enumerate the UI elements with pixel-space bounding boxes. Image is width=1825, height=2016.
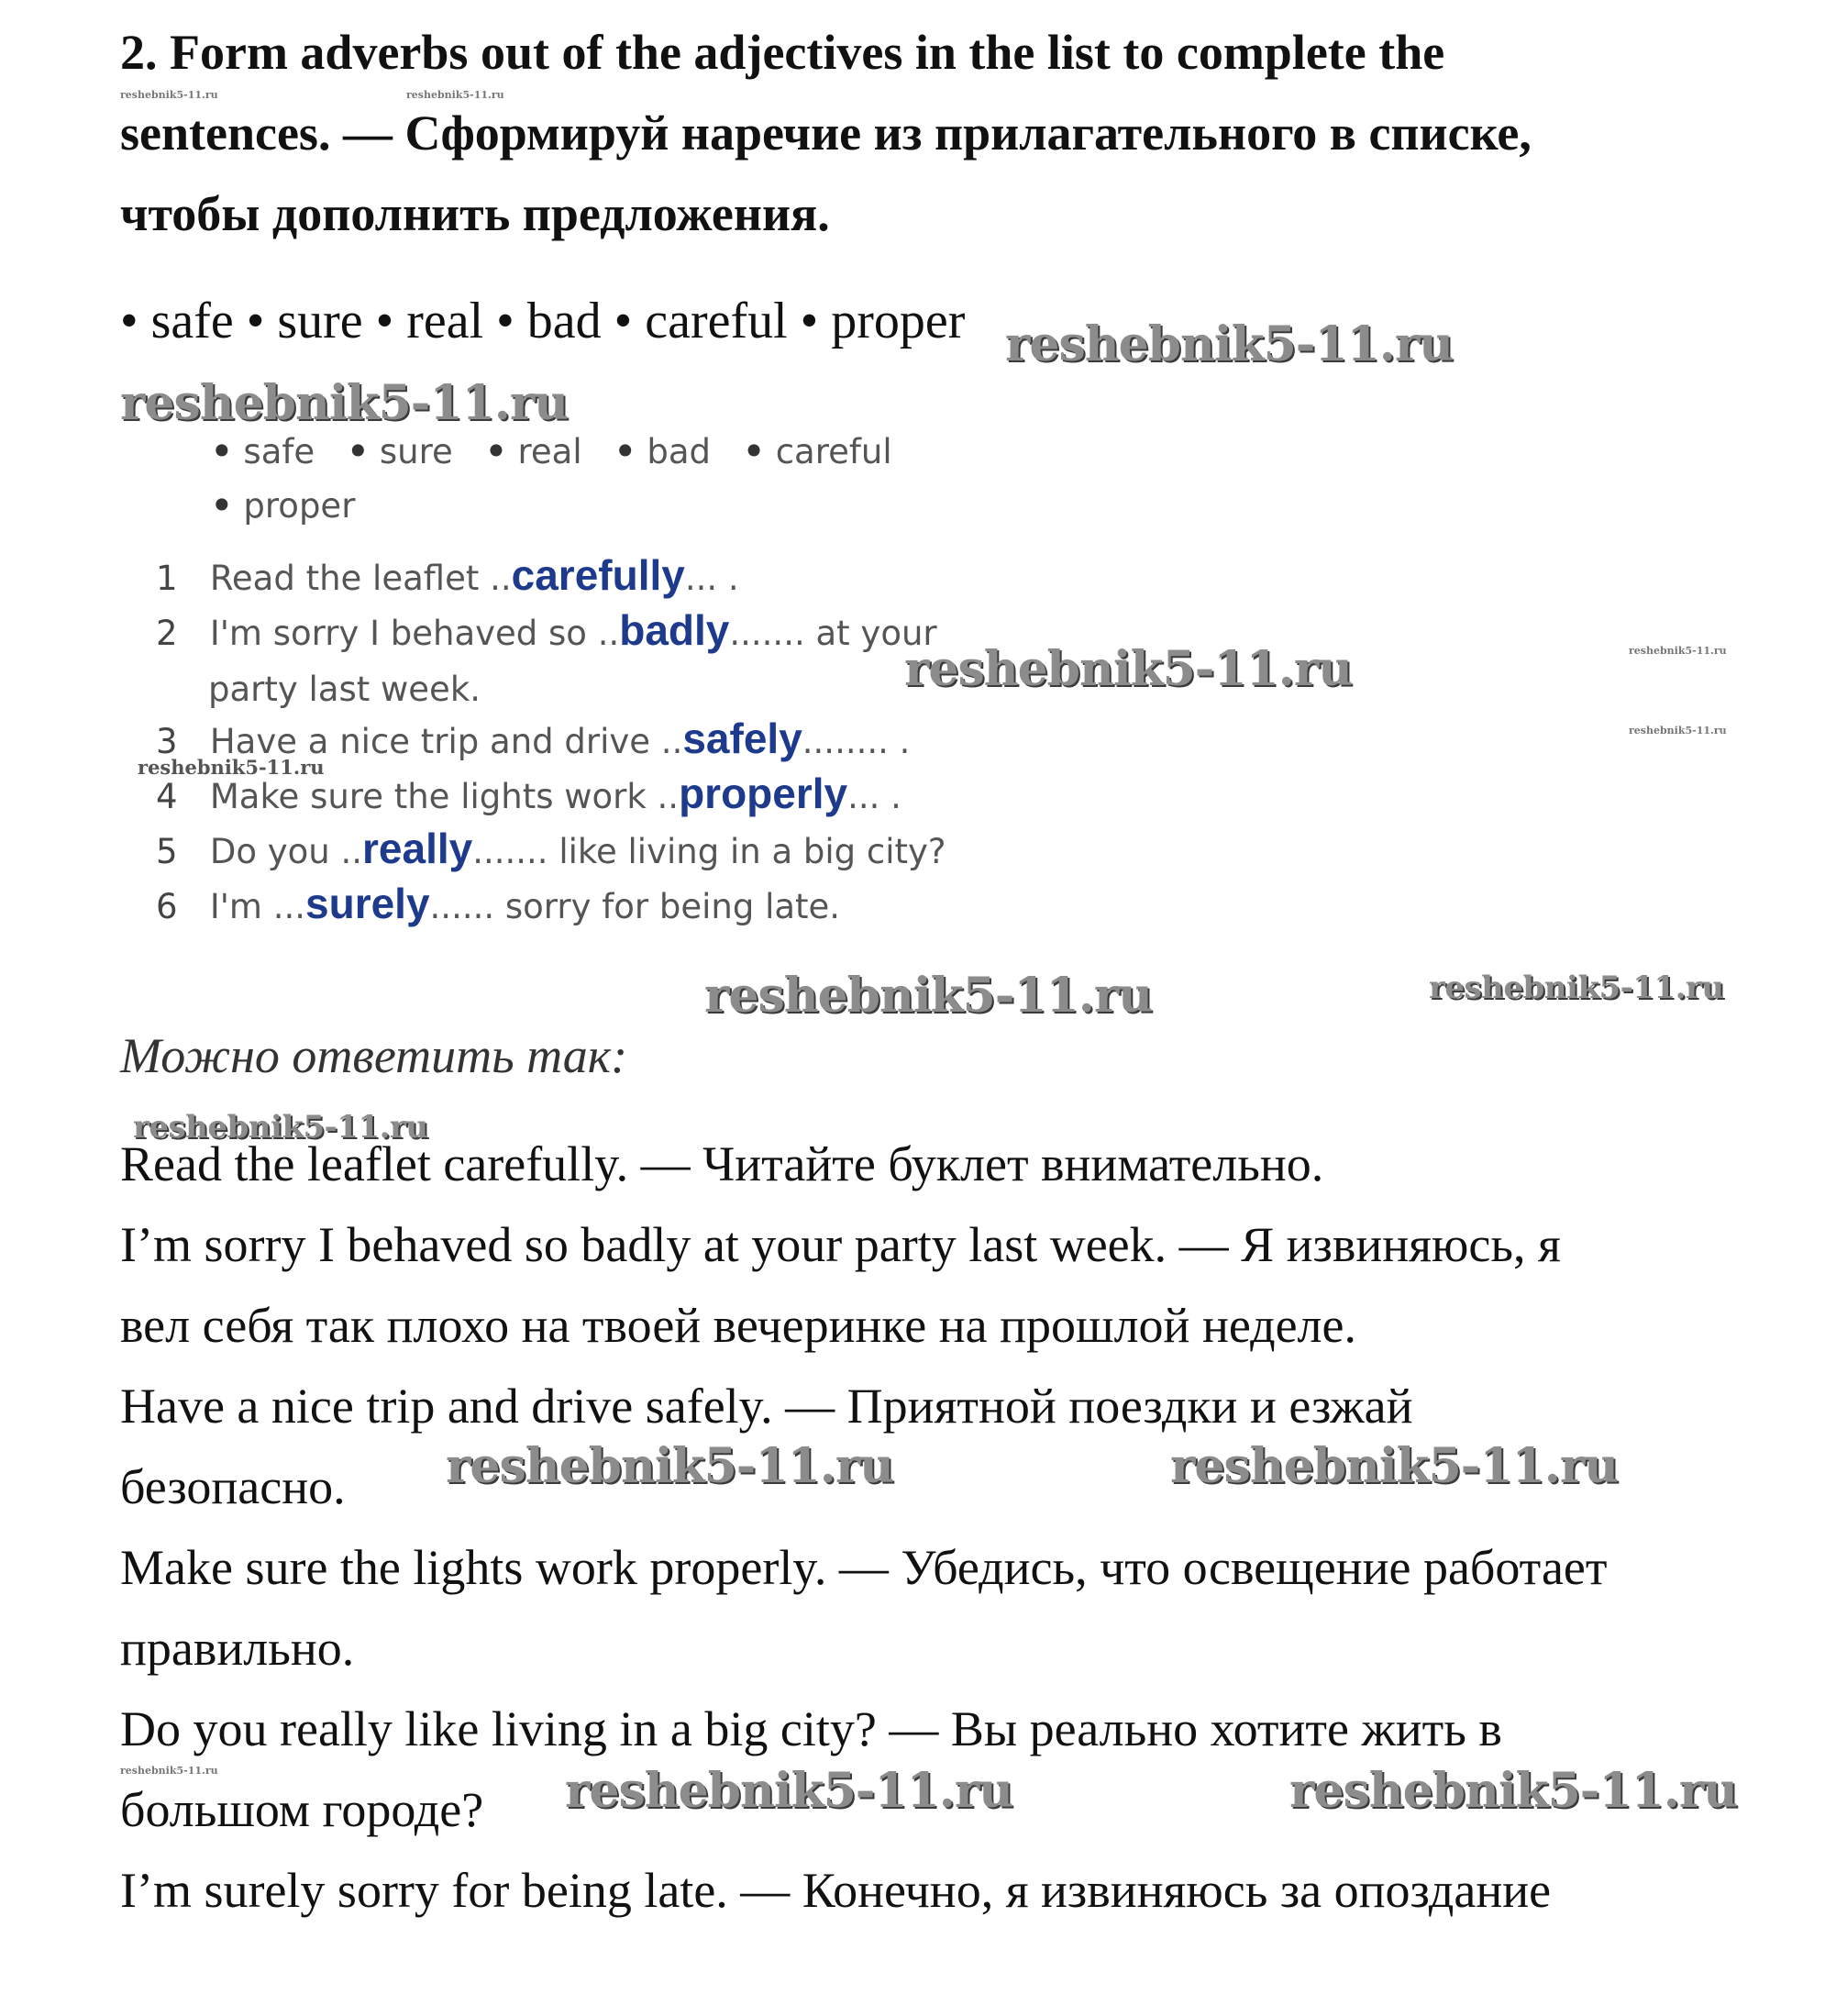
item-answer: surely	[305, 880, 430, 927]
exercise-word: sure	[379, 432, 453, 471]
item-number: 6	[156, 887, 178, 926]
exercise-item-2	[156, 606, 937, 654]
answer-line: Have a nice trip and drive safely. — Приятной поездки и езжай	[120, 1379, 1413, 1434]
watermark: reshebnik5-11.ru	[1629, 645, 1727, 657]
answer-line: большом городе?	[120, 1782, 484, 1837]
exercise-item-5	[156, 827, 946, 870]
exercise-word: real	[517, 432, 582, 471]
answer-line: Read the leaflet carefully. — Читайте буклет внимательно.	[120, 1136, 1324, 1191]
watermark: reshebnik5-11.ru	[1429, 969, 1724, 1006]
item-text: ........ .	[802, 722, 911, 761]
answer-line: вел себя так плохо на твоей вечеринке на прошлой неделе.	[120, 1298, 1356, 1353]
watermark: reshebnik5-11.ru	[133, 1109, 428, 1146]
watermark: reshebnik5-11.ru	[120, 375, 569, 431]
item-answer: safely	[682, 714, 802, 762]
item-text: party last week.	[208, 670, 481, 709]
item-text: ....... at your	[729, 614, 937, 653]
answer-line: I’m surely sorry for being late. — Конечно, я извиняюсь за опоздание	[120, 1863, 1552, 1918]
watermark: reshebnik5-11.ru	[1629, 725, 1727, 737]
task-heading-line-1: 2. Form adverbs out of the adjectives in the list to complete the	[120, 25, 1445, 80]
item-text: Make sure the lights work ..	[209, 777, 680, 816]
bullet-icon: •	[743, 432, 765, 471]
watermark: reshebnik5-11.ru	[120, 89, 218, 101]
item-text: Do you ..	[209, 832, 363, 871]
item-answer: carefully	[511, 551, 685, 599]
watermark: reshebnik5-11.ru	[904, 641, 1353, 697]
answer-line: Do you really like living in a big city? — Вы реально хотите жить в	[120, 1701, 1502, 1756]
watermark: reshebnik5-11.ru	[138, 756, 325, 779]
item-text: ... .	[847, 777, 901, 816]
item-number: 4	[156, 777, 178, 816]
watermark: reshebnik5-11.ru	[406, 89, 504, 101]
exercise-word: proper	[243, 486, 356, 526]
item-text: ....... like living in a big city?	[472, 832, 946, 871]
exercise-word-box	[211, 432, 892, 471]
item-number: 3	[156, 722, 178, 761]
item-text: I'm sorry I behaved so ..	[209, 614, 620, 653]
item-text: Read the leaflet ..	[209, 559, 512, 598]
item-text: I'm ...	[209, 887, 306, 926]
item-number: 2	[156, 614, 178, 653]
bullet-icon: •	[614, 432, 636, 471]
exercise-word: careful	[775, 432, 892, 471]
watermark: reshebnik5-11.ru	[446, 1438, 894, 1494]
exercise-item-2-continued	[208, 670, 481, 709]
item-text: ...... sorry for being late.	[429, 887, 841, 926]
bullet-icon: •	[211, 432, 233, 471]
watermark: reshebnik5-11.ru	[1005, 316, 1454, 372]
exercise-item-6	[156, 882, 840, 925]
watermark: reshebnik5-11.ru	[704, 968, 1153, 1024]
watermark: reshebnik5-11.ru	[120, 1765, 218, 1777]
exercise-item-1	[156, 551, 739, 599]
answer-intro: Можно ответить так:	[120, 1028, 628, 1083]
exercise-word-box-line-2	[211, 486, 356, 526]
answer-line: правильно.	[120, 1621, 355, 1676]
task-heading-line-2: sentences. — Сформируй наречие из прилагательного в списке,	[120, 105, 1532, 161]
exercise-item-3	[156, 714, 911, 762]
item-text: Have a nice trip and drive ..	[209, 722, 683, 761]
word-list: • safe • sure • real • bad • careful • proper	[120, 293, 966, 349]
exercise-item-4	[156, 770, 901, 817]
answer-line: безопасно.	[120, 1459, 346, 1514]
task-heading-line-3: чтобы дополнить предложения.	[120, 186, 830, 241]
bullet-icon: •	[347, 432, 370, 471]
bullet-icon: •	[485, 432, 507, 471]
answer-line: Make sure the lights work properly. — Убедись, что освещение работает	[120, 1540, 1608, 1595]
exercise-word: safe	[243, 432, 315, 471]
item-number: 1	[156, 559, 178, 598]
watermark: reshebnik5-11.ru	[1289, 1763, 1738, 1819]
bullet-icon: •	[211, 486, 233, 526]
item-text: ... .	[684, 559, 739, 598]
item-answer: properly	[679, 770, 848, 817]
item-number: 5	[156, 832, 178, 871]
watermark: reshebnik5-11.ru	[1170, 1438, 1619, 1494]
item-answer: really	[362, 825, 473, 872]
watermark: reshebnik5-11.ru	[565, 1763, 1013, 1819]
item-answer: badly	[619, 606, 730, 654]
exercise-word: bad	[647, 432, 711, 471]
answer-line: I’m sorry I behaved so badly at your party last week. — Я извиняюсь, я	[120, 1217, 1561, 1272]
